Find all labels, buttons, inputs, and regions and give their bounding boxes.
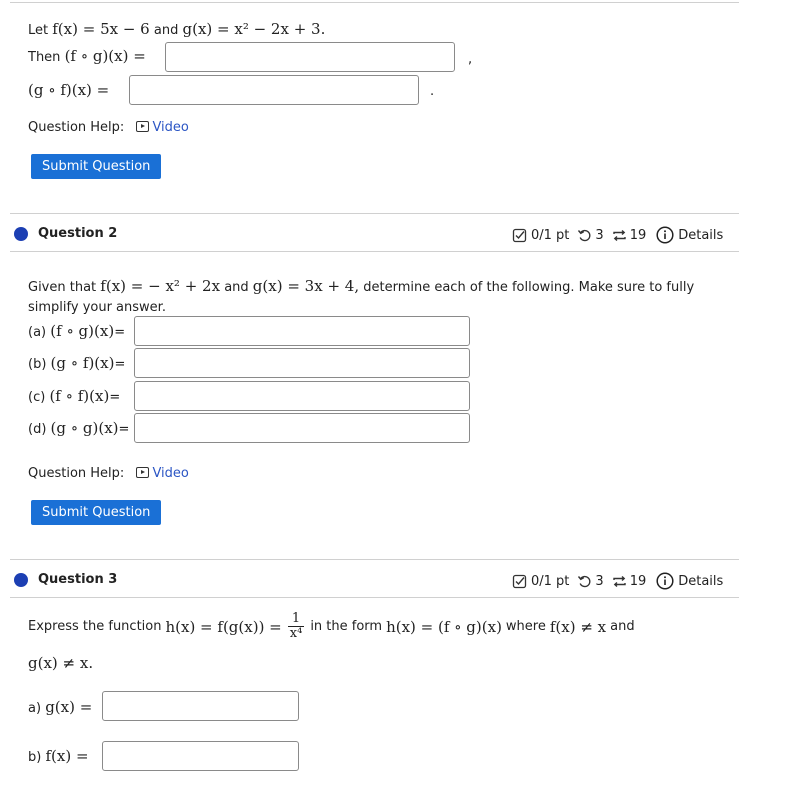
q3-meta	[512, 572, 723, 590]
q2-g-definition: g(x) = 3x + 4,	[252, 277, 360, 295]
q3-part-a-input[interactable]	[102, 691, 299, 721]
attempts-icon	[612, 228, 627, 243]
q1-then-word: Then	[28, 50, 61, 65]
q2-top-divider	[10, 213, 739, 214]
q2-attempts	[612, 228, 647, 243]
q1-gof-label: (g ∘ f)(x) =	[28, 81, 110, 99]
q2-part-a-label	[28, 322, 125, 340]
q3-part-a-label	[28, 698, 92, 716]
q2-intro-prefix: Given that	[28, 280, 97, 295]
part-letter: (b)	[28, 357, 47, 372]
q3-retries-text: 3	[595, 573, 604, 589]
part-expression: (g ∘ g)(x)	[50, 419, 119, 437]
q2-title: Question 2	[38, 226, 118, 241]
q2-part-c-input[interactable]	[134, 381, 470, 411]
q1-help-label: Question Help:	[28, 120, 125, 135]
q2-and-word: and	[224, 280, 249, 295]
q1-video-link[interactable]	[136, 120, 188, 135]
part-expression: (f ∘ f)(x)	[49, 387, 110, 405]
play-icon	[136, 467, 149, 478]
q3-fraction-numerator: 1	[288, 612, 305, 627]
q1-comma: ,	[468, 52, 473, 67]
q3-top-divider	[10, 559, 739, 560]
q2-video-link[interactable]	[136, 466, 188, 481]
q2-meta	[512, 226, 723, 244]
q3-score	[512, 574, 569, 589]
q3-retries	[577, 574, 603, 589]
q1-statement	[28, 20, 325, 38]
part-expression: (f ∘ g)(x)	[50, 322, 115, 340]
q2-details-link[interactable]	[656, 226, 723, 244]
q2-score	[512, 228, 569, 243]
retry-icon	[577, 228, 592, 243]
q3-header-divider	[10, 597, 739, 598]
q2-intro-suffix: determine each of the following. Make sure to fully	[363, 280, 695, 295]
q3-status-dot	[14, 573, 28, 587]
attempts-icon	[612, 574, 627, 589]
q2-part-b-input[interactable]	[134, 348, 470, 378]
part-expression: (g ∘ f)(x)	[50, 354, 115, 372]
q3-details-link[interactable]	[656, 572, 723, 590]
q2-part-c-label	[28, 387, 120, 405]
play-icon	[136, 121, 149, 132]
q3-intro-mid: in the form	[310, 619, 383, 634]
q1-f-definition: f(x) = 5x − 6	[52, 20, 150, 38]
q1-fog-row	[28, 47, 146, 65]
q1-period: .	[430, 84, 435, 99]
part-letter: (d)	[28, 422, 47, 437]
q1-let-word: Let	[28, 23, 49, 38]
q2-help-label: Question Help:	[28, 466, 125, 481]
q1-question-help	[28, 120, 189, 135]
q2-attempts-text: 19	[629, 227, 647, 243]
q3-attempts-text: 19	[629, 573, 647, 589]
part-equals: =	[114, 357, 126, 372]
q2-statement	[28, 277, 694, 295]
q3-h-form: h(x) = (f ∘ g)(x)	[386, 617, 502, 636]
part-expression: f(x) =	[45, 747, 89, 765]
q3-where-word: where	[505, 619, 546, 634]
part-letter: a)	[28, 701, 42, 716]
q2-retries	[577, 228, 603, 243]
part-equals: =	[114, 325, 126, 340]
q1-g-definition: g(x) = x² − 2x + 3.	[182, 20, 326, 38]
q3-g-neq: g(x) ≠ x.	[28, 654, 94, 672]
part-equals: =	[109, 390, 121, 405]
q3-part-b-label	[28, 747, 89, 765]
top-divider	[10, 2, 739, 3]
checkbox-score-icon	[512, 574, 527, 589]
q2-header-divider	[10, 251, 739, 252]
q3-f-neq: f(x) ≠ x	[549, 617, 607, 636]
retry-icon	[577, 574, 592, 589]
checkbox-score-icon	[512, 228, 527, 243]
q3-title: Question 3	[38, 572, 118, 587]
q3-h-definition: h(x) = f(g(x)) =	[165, 617, 282, 636]
q2-details-text: Details	[678, 227, 724, 243]
q3-fraction-denominator: x⁴	[289, 626, 303, 641]
q3-part-b-input[interactable]	[102, 741, 299, 771]
part-expression: g(x) =	[45, 698, 93, 716]
q2-intro-line2: simplify your answer.	[28, 300, 166, 315]
q1-fog-input[interactable]	[165, 42, 455, 72]
q2-status-dot	[14, 227, 28, 241]
q2-retries-text: 3	[595, 227, 604, 243]
q2-part-d-label	[28, 419, 129, 437]
info-icon	[656, 226, 674, 244]
q1-and-word: and	[153, 23, 179, 38]
info-icon	[656, 572, 674, 590]
q2-f-definition: f(x) = − x² + 2x	[100, 277, 221, 295]
q3-statement	[28, 612, 635, 641]
q3-intro-prefix: Express the function	[28, 619, 162, 634]
q2-score-text: 0/1 pt	[531, 227, 570, 243]
q2-part-b-label	[28, 354, 125, 372]
q3-and-word: and	[610, 619, 635, 634]
q1-video-label: Video	[152, 120, 189, 135]
q1-submit-button[interactable]: Submit Question	[31, 154, 161, 179]
q2-video-label: Video	[152, 466, 189, 481]
q3-attempts	[612, 574, 647, 589]
q2-question-help	[28, 466, 189, 481]
q2-submit-button[interactable]: Submit Question	[31, 500, 161, 525]
q3-details-text: Details	[678, 573, 724, 589]
q1-fog-label: (f ∘ g)(x) =	[64, 47, 146, 65]
q2-part-a-input[interactable]	[134, 316, 470, 346]
q3-score-text: 0/1 pt	[531, 573, 570, 589]
part-letter: b)	[28, 750, 42, 765]
q3-fraction	[288, 612, 305, 641]
q1-gof-input[interactable]	[129, 75, 419, 105]
part-letter: (a)	[28, 325, 47, 340]
q2-part-d-input[interactable]	[134, 413, 470, 443]
part-letter: (c)	[28, 390, 46, 405]
part-equals: =	[118, 422, 130, 437]
